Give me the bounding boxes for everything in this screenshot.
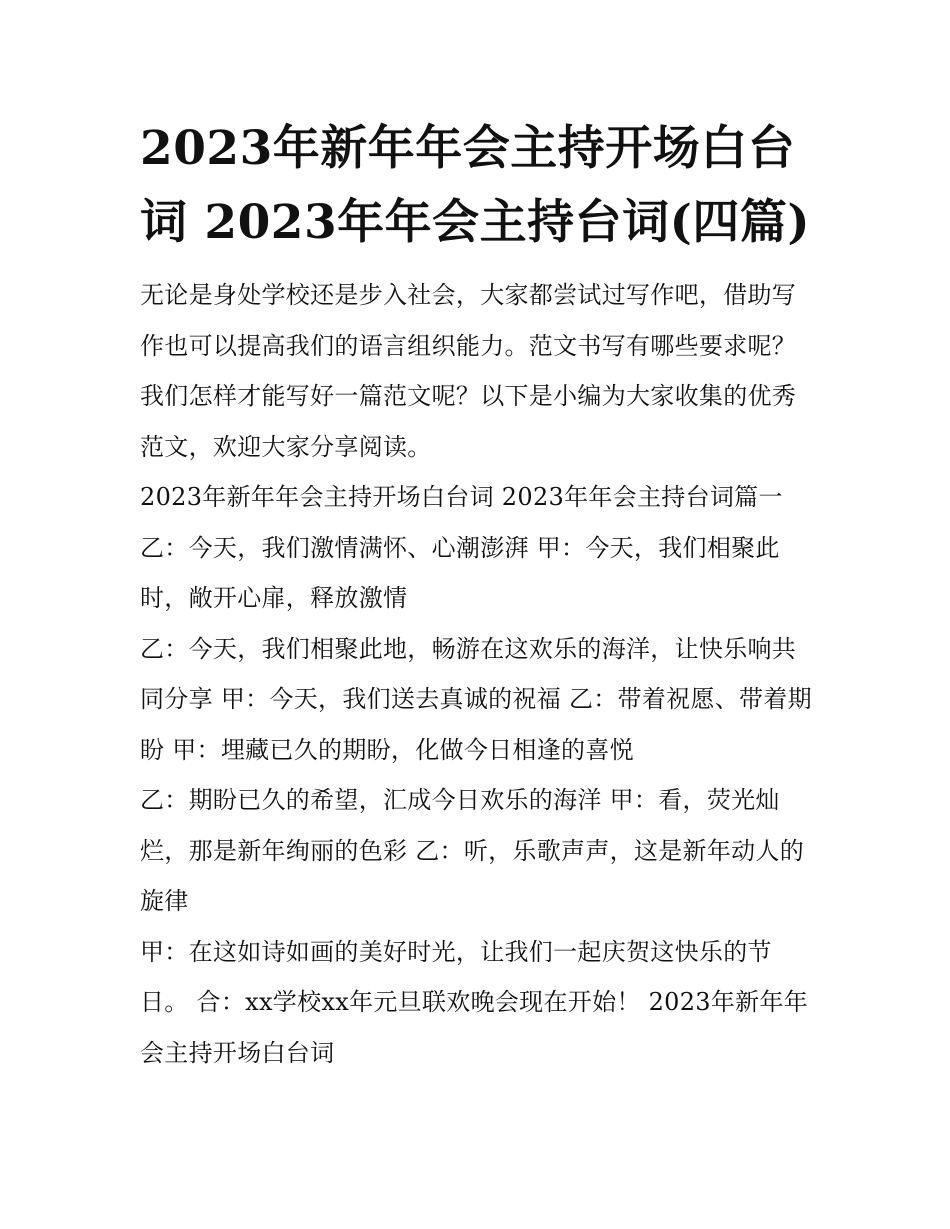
script-paragraph-2: 乙：今天，我们相聚此地，畅游在这欢乐的海洋，让快乐响共同分享 甲：今天，我们送去真诚的祝福 乙：带着祝愿、带着期盼 甲：埋藏已久的期盼，化做今日相逢的喜悦 bbox=[140, 634, 812, 764]
document-content bbox=[140, 112, 816, 1078]
intro-paragraph: 无论是身处学校还是步入社会，大家都尝试过写作吧，借助写作也可以提高我们的语言组织能力。范文书写有哪些要求呢？我们怎样才能写好一篇范文呢？以下是小编为大家收集的优秀范文，欢迎大家分享阅读。 bbox=[140, 281, 797, 461]
section-heading-paragraph: 2023年新年年会主持开场白台词 2023年年会主持台词篇一 bbox=[140, 483, 783, 511]
document-body bbox=[140, 270, 816, 1078]
script-paragraph-4: 甲：在这如诗如画的美好时光，让我们一起庆贺这快乐的节日。 合：xx学校xx年元旦联欢晚会现在开始！ 2023年新年年会主持开场白台词 bbox=[140, 937, 809, 1067]
script-paragraph-1: 乙：今天，我们激情满怀、心潮澎湃 甲：今天，我们相聚此时，敞开心扉，释放激情 bbox=[140, 533, 780, 612]
document-title: 2023年新年年会主持开场白台词 2023年年会主持台词(四篇) bbox=[140, 121, 811, 250]
script-paragraph-3: 乙：期盼已久的希望，汇成今日欢乐的海洋 甲：看，荧光灿烂，那是新年绚丽的色彩 乙：听，乐歌声声，这是新年动人的旋律 bbox=[140, 786, 805, 915]
